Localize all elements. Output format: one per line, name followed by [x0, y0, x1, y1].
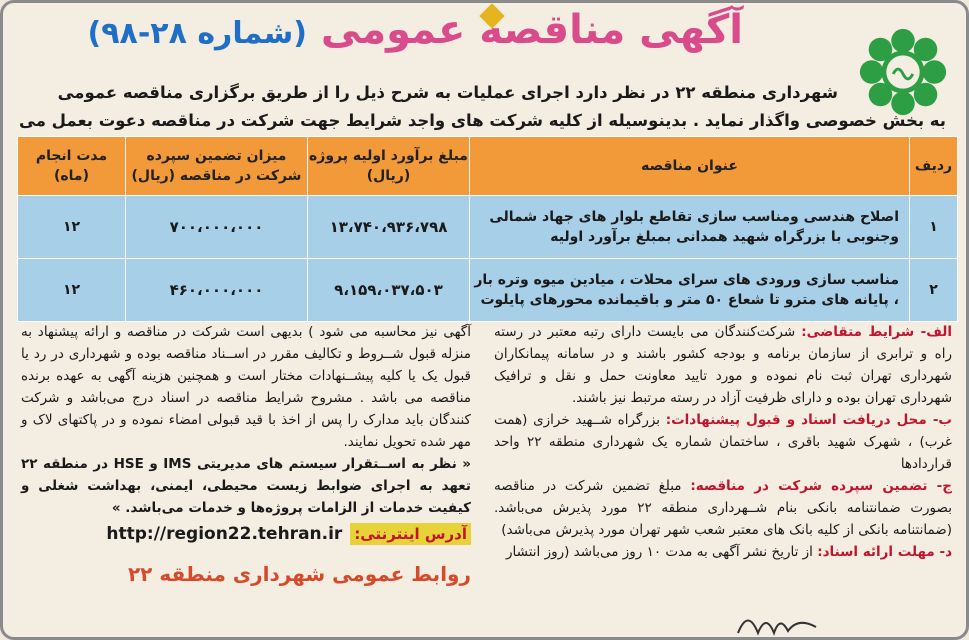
- section-a-heading: الف- شرایط متقاضی:: [801, 324, 952, 340]
- row-duration: ۱۲: [18, 259, 126, 322]
- title-text: آگهی مناقصه عمومی: [320, 7, 743, 53]
- section-b-text: بزرگراه شــهید خرازی (همت غرب) ، شهرک شهید باقری ، ساختمان شماره یک شهرداری منطقه ۲۲ واحد قراردادها: [494, 412, 952, 472]
- section-c: [494, 475, 952, 541]
- terms-paragraph: آگهی نیز محاسبه می شود ) بدیهی است شرکت در مناقصه و ارائه پیشنهاد به منزله قبول شــروط و تکالیف مقرر در اســناد مناقصه بوده و شهرداری در رد یا قبول یک یا کلیه پیشــنهادات مختار است و همچنین هزینه آگهی به عهده برنده مناقصه می باشد . مشروح شرایط مناقصه در اسناد درج می‌باشد و شرکت کنندگان باید مدارک را پس از اخذ با قید قبولی امضاء نموده و در پاکتهای لاک و مهر شده تحویل نمایند.: [21, 324, 471, 450]
- row-number: ۲: [910, 259, 958, 322]
- tender-table: [17, 136, 958, 322]
- public-relations-signature: روابط عمومی شهرداری منطقه ۲۲: [127, 562, 471, 586]
- row-estimate: ۱۳،۷۴۰،۹۳۶،۷۹۸: [308, 196, 470, 259]
- notes-column: [21, 321, 471, 585]
- conditions-column: [494, 321, 952, 563]
- row-duration: ۱۲: [18, 196, 126, 259]
- row-title: مناسب سازی ورودی های سرای محلات ، میادین میوه وتره بار ، پایانه های مترو تا شعاع ۵۰ متر و باقیمانده محورهای پایلوت: [470, 259, 910, 322]
- intro-line-2: به بخش خصوصی واگذار نماید . بدینوسیله از کلیه شرکت های واجد شرایط جهت شرکت در مناقصه دعوت بعمل می: [19, 111, 946, 130]
- section-a-text: شرکت‌کنندگان می بایست دارای رتبه معتبر در رسته راه و ترابری از سازمان برنامه و بودجه کشور باشند و در سامانه پیمانکاران شهرداری تهران ثبت نام نموده و مورد تایید معاونت حمل و نقل و ترافیک شهرداری تهران بوده و دارای ظرفیت آزاد در رسته مرتبط نیز باشند.: [494, 324, 952, 406]
- header-row-number: ردیف: [910, 137, 958, 196]
- header-guarantee: میزان تضمین سپرده شرکت در مناقصه (ریال): [126, 137, 308, 196]
- section-d: [494, 541, 952, 563]
- table-row: [18, 196, 958, 259]
- row-title: اصلاح هندسی ومناسب سازی تقاطع بلوار های جهاد شمالی وجنوبی با بزرگراه شهید همدانی بمبلغ برآورد اولیه: [470, 196, 910, 259]
- handwritten-mark: [733, 603, 823, 640]
- section-d-text: از تاریخ نشر آگهی به مدت ۱۰ روز می‌باشد (روز انتشار: [506, 544, 813, 560]
- section-c-heading: ج- تضمین سپرده شرکت در مناقصه:: [690, 478, 952, 494]
- section-c-text: مبلغ تضمین شرکت در مناقصه بصورت ضمانتنامه بانکی بنام شــهرداری منطقه ۲۲ مورد پذیرش می‌باشد.(ضمانتنامه بانکی از کلیه بانک های معتبر شعب شهر تهران مورد پذیرش می‌باشد): [494, 478, 952, 538]
- intro-line-1: شهرداری منطقه ۲۲ در نظر دارد اجرای عملیات به شرح ذیل را از طریق برگزاری مناقصه عمومی: [57, 83, 838, 102]
- row-estimate: ۹،۱۵۹،۰۳۷،۵۰۳: [308, 259, 470, 322]
- website-link[interactable]: http://region22.tehran.ir: [106, 524, 343, 544]
- website-label: آدرس اینترنتی:: [350, 523, 471, 545]
- header-duration: مدت انجام (ماه): [18, 137, 126, 196]
- section-d-heading: د- مهلت ارائه اسناد:: [817, 544, 952, 560]
- section-b-heading: ب- محل دریافت اسناد و قبول پیشنهادات:: [665, 412, 952, 428]
- row-number: ۱: [910, 196, 958, 259]
- notice-title: [87, 7, 743, 53]
- header-estimate: مبلغ برآورد اولیه پروژه (ریال): [308, 137, 470, 196]
- ims-hse-paragraph: « نظر به اســتقرار سیستم های مدیریتی IMS و HSE در منطقه ۲۲ تعهد به اجرای ضوابط زیست محیطی، ایمنی، بهداشت شغلی و کیفیت خدمات از الزامات پروژه‌ها و خدمات می‌باشد. »: [21, 456, 471, 516]
- table-row: [18, 259, 958, 322]
- section-b: [494, 409, 952, 475]
- header-title: عنوان مناقصه: [470, 137, 910, 196]
- table-header-row: [18, 137, 958, 196]
- row-guarantee: ۴۶۰،۰۰۰،۰۰۰: [126, 259, 308, 322]
- website-row: [21, 523, 471, 545]
- row-guarantee: ۷۰۰،۰۰۰،۰۰۰: [126, 196, 308, 259]
- section-a: [494, 321, 952, 409]
- title-number: (شماره ۲۸-۹۸): [87, 16, 307, 51]
